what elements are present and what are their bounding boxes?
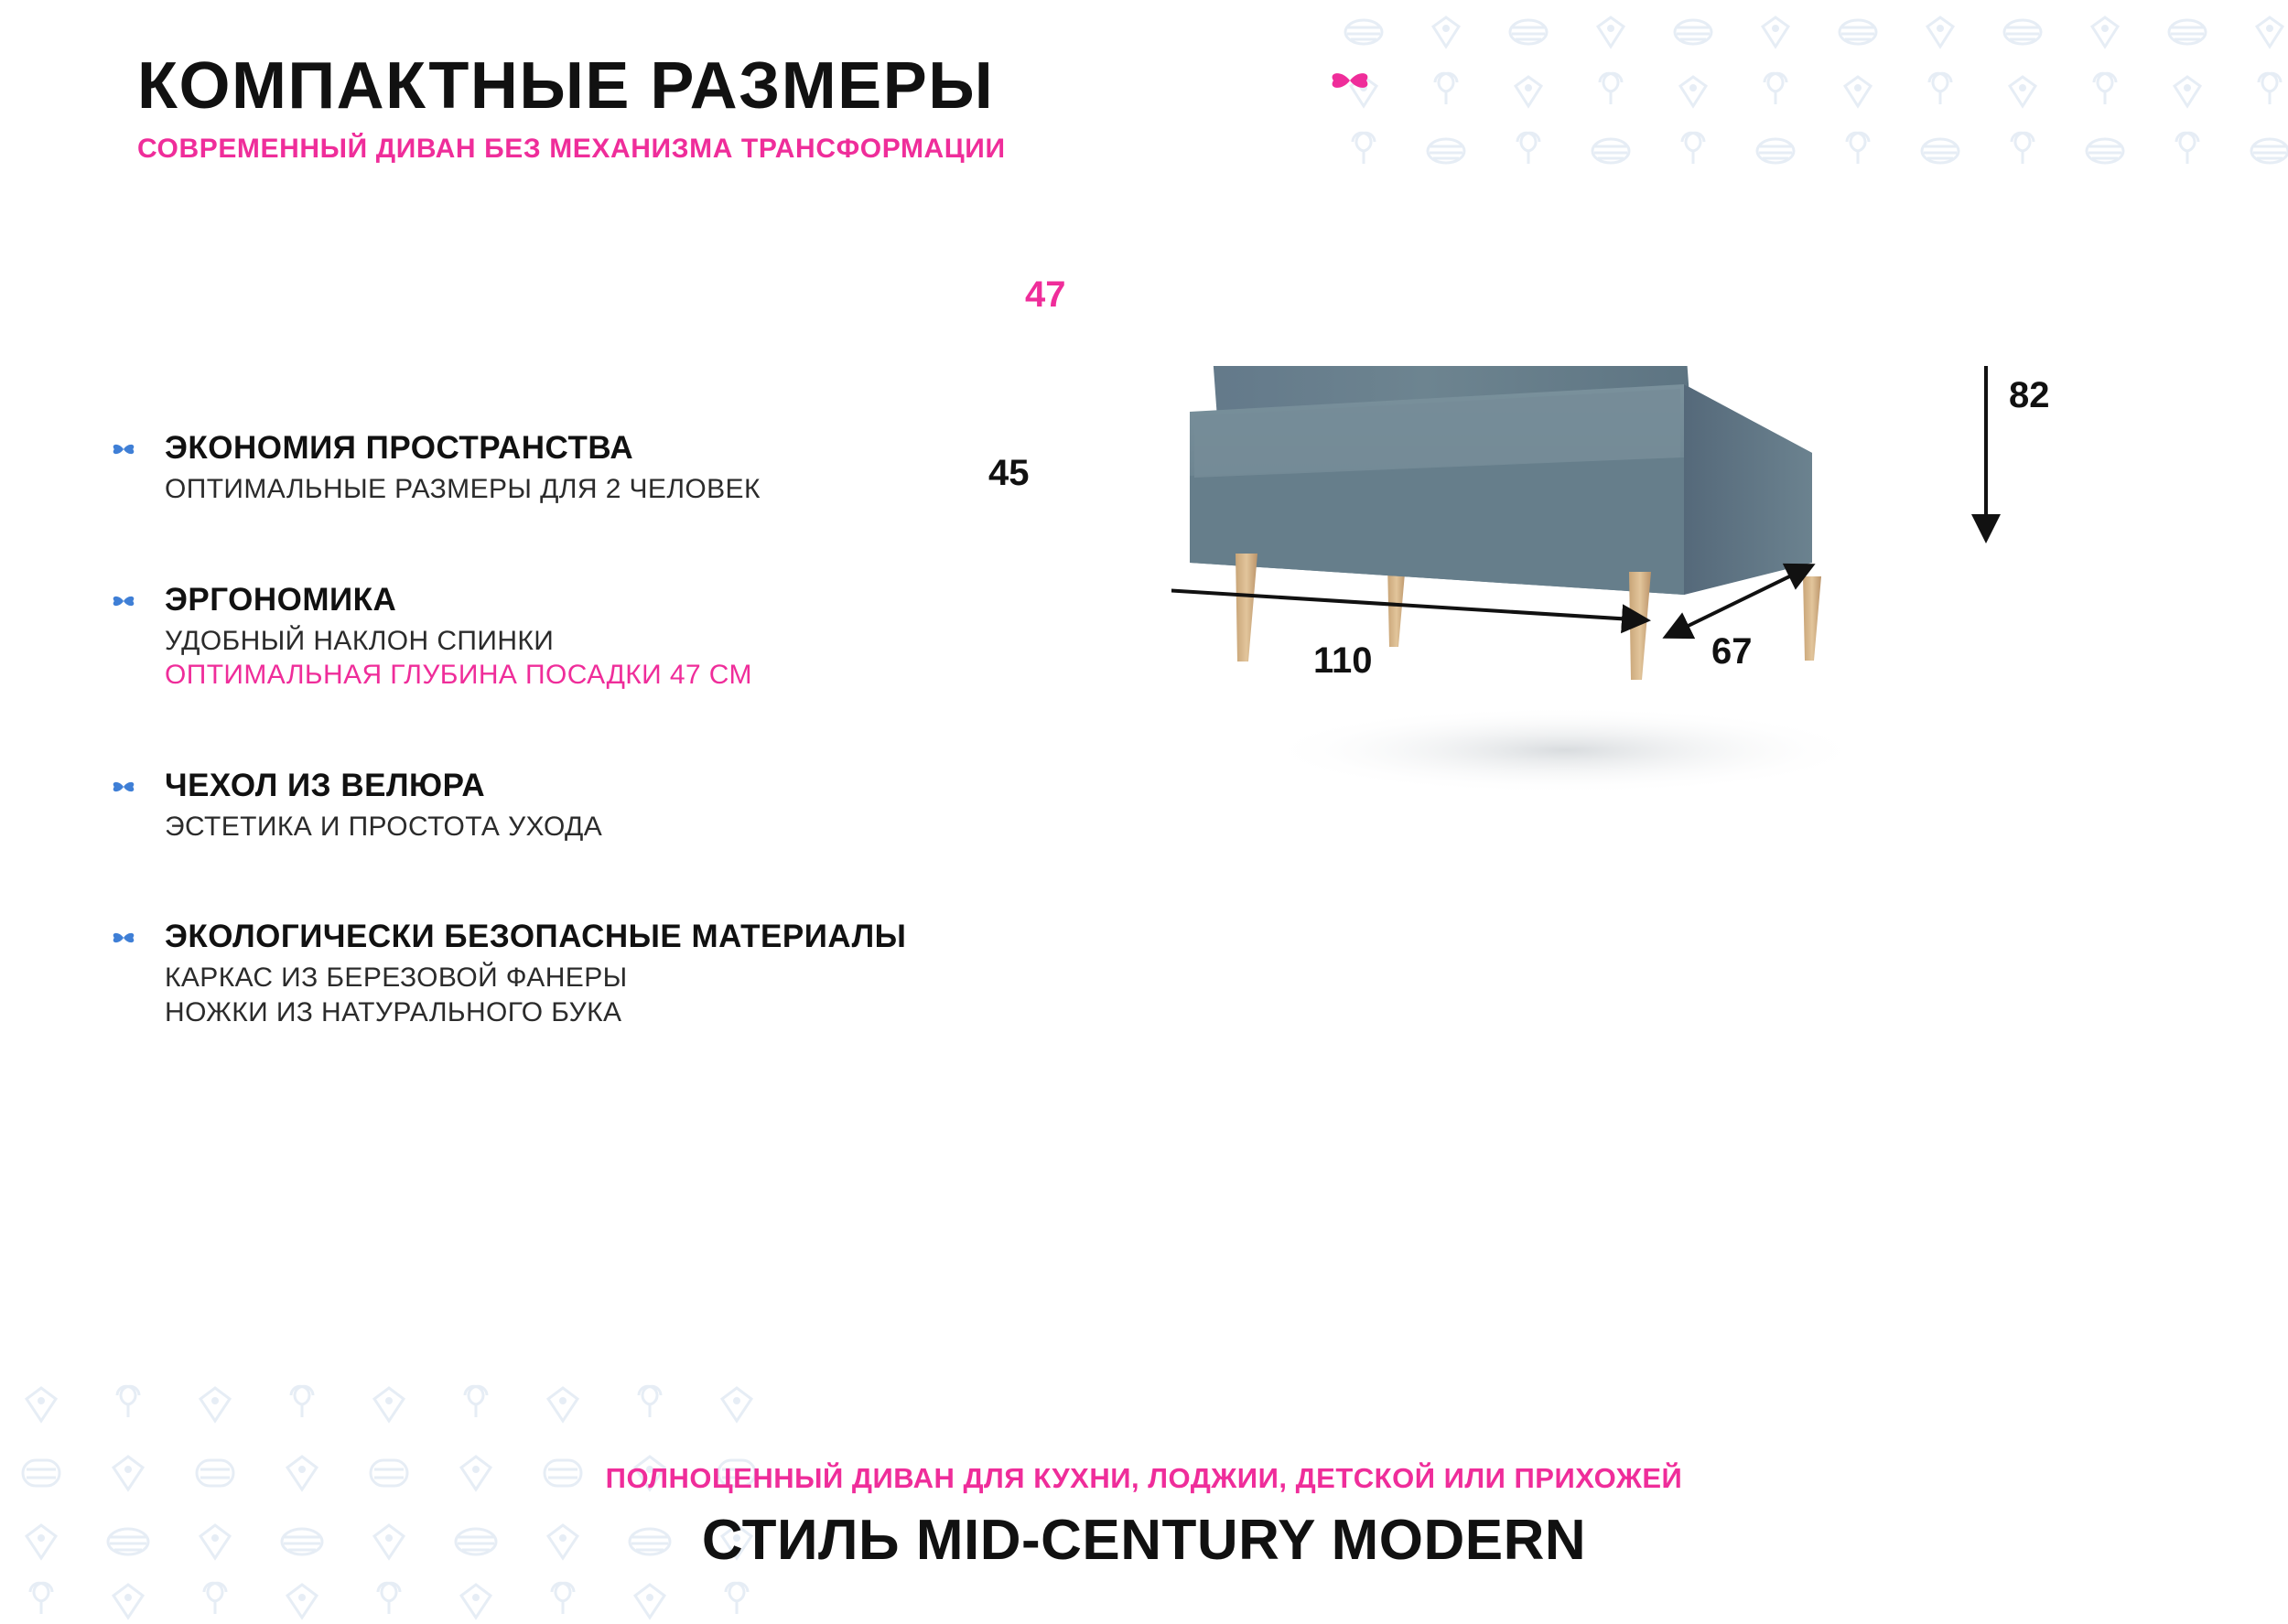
page-footer (0, 1462, 2288, 1573)
dimension-label-total-height: 82 (2009, 375, 2050, 415)
feature-title: ЧЕХОЛ ИЗ ВЕЛЮРА (165, 767, 486, 803)
dimension-label-seat-height: 45 (988, 453, 1030, 493)
feature-title: ЭКОЛОГИЧЕСКИ БЕЗОПАСНЫЕ МАТЕРИАЛЫ (165, 919, 907, 954)
page-header (137, 49, 1006, 165)
feature-item (108, 582, 1298, 693)
decorative-pattern-top (1327, 0, 2288, 174)
dimension-arrows (1171, 366, 2233, 1098)
page-title: КОМПАКТНЫЕ РАЗМЕРЫ (137, 49, 995, 123)
feature-line: ОПТИМАЛЬНЫЕ РАЗМЕРЫ ДЛЯ 2 ЧЕЛОВЕК (165, 474, 761, 504)
footer-tagline: ПОЛНОЦЕННЫЙ ДИВАН ДЛЯ КУХНИ, ЛОДЖИИ, ДЕТСКОЙ ИЛИ ПРИХОЖЕЙ (605, 1462, 1683, 1494)
feature-line: УДОБНЫЙ НАКЛОН СПИНКИ (165, 625, 555, 656)
feature-list (108, 430, 1298, 1029)
feature-line-accent: ОПТИМАЛЬНАЯ ГЛУБИНА ПОСАДКИ 47 СМ (165, 660, 752, 690)
clover-bullet-icon (108, 771, 139, 802)
feature-item (108, 768, 1298, 844)
dimension-label-seat-depth: 47 (1025, 274, 1066, 315)
feature-title: ЭКОНОМИЯ ПРОСТРАНСТВА (165, 430, 634, 466)
feature-line: ЭСТЕТИКА И ПРОСТОТА УХОДА (165, 811, 603, 842)
feature-line: НОЖКИ ИЗ НАТУРАЛЬНОГО БУКА (165, 996, 622, 1027)
feature-title: ЭРГОНОМИКА (165, 581, 397, 618)
clover-bullet-icon (108, 586, 139, 617)
feature-line: КАРКАС ИЗ БЕРЕЗОВОЙ ФАНЕРЫ (165, 963, 628, 993)
feature-item (108, 919, 1298, 1029)
page-subtitle: СОВРЕМЕННЫЙ ДИВАН БЕЗ МЕХАНИЗМА ТРАНСФОРМАЦИИ (137, 134, 1006, 164)
footer-style-line: СТИЛЬ MID-CENTURY MODERN (701, 1509, 1587, 1572)
dimension-label-width: 110 (1313, 640, 1373, 681)
feature-item (108, 430, 1298, 507)
clover-bullet-icon (108, 922, 139, 953)
clover-icon (1322, 53, 1377, 108)
dimension-label-depth: 67 (1711, 631, 1753, 672)
sofa-illustration (988, 274, 2233, 1098)
clover-bullet-icon (108, 434, 139, 465)
